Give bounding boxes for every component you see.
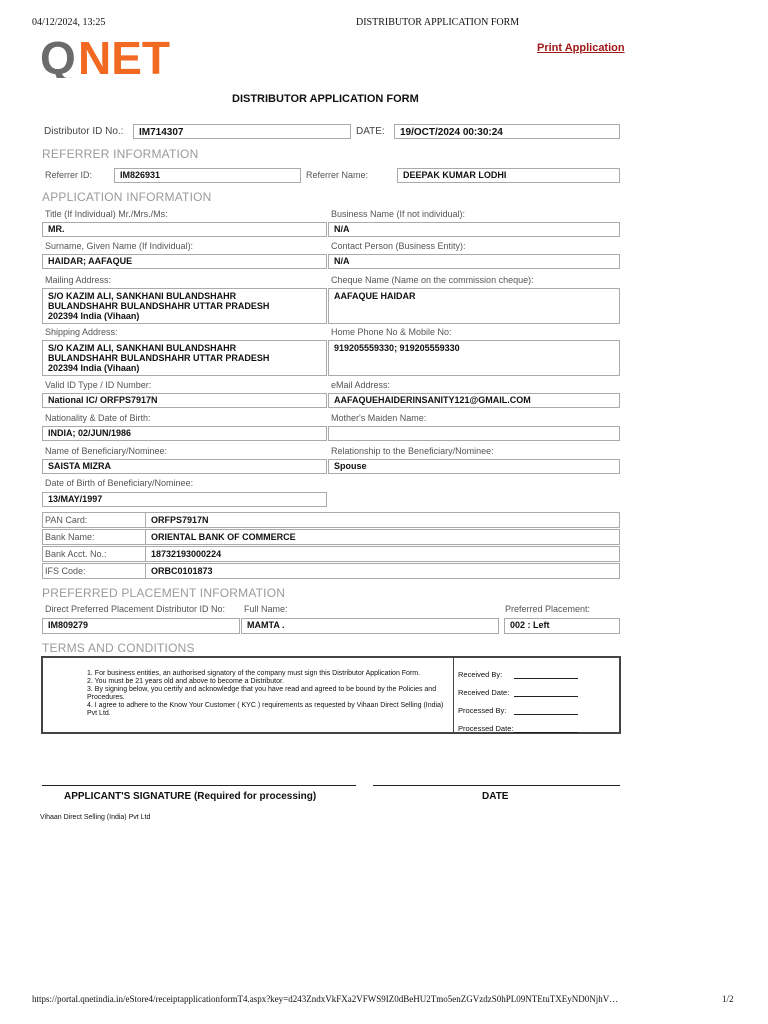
business-name-field: N/A: [328, 222, 620, 237]
print-application-link[interactable]: Print Application: [537, 42, 625, 54]
terms-item: 4. I agree to adhere to the Know Your Customer ( KYC ) requirements as requested by Vihaan Direct Selling (India) Pvt Ltd.: [87, 702, 444, 717]
ifs-label: IFS Code:: [45, 566, 86, 576]
form-title: DISTRIBUTOR APPLICATION FORM: [232, 93, 419, 105]
email-label: eMail Address:: [331, 380, 391, 390]
pan-row: [42, 512, 620, 528]
valid-id-field: National IC/ ORFPS7917N: [42, 393, 327, 408]
distributor-id-label: Distributor ID No.:: [44, 126, 124, 137]
svg-text:Q: Q: [40, 36, 76, 78]
title-field: MR.: [42, 222, 327, 237]
beneficiary-dob-label: Date of Birth of Beneficiary/Nominee:: [45, 478, 194, 488]
relationship-field: Spouse: [328, 459, 620, 474]
print-page-title: DISTRIBUTOR APPLICATION FORM: [356, 17, 520, 28]
date-line: [373, 785, 620, 786]
date-field: 19/OCT/2024 00:30:24: [394, 124, 620, 139]
company-name: Vihaan Direct Selling (India) Pvt Ltd: [40, 814, 151, 821]
preferred-placement-label: Preferred Placement:: [505, 604, 591, 614]
print-page-number: 1/2: [722, 994, 734, 1004]
signature-line: [42, 785, 356, 786]
referrer-id-field: IM826931: [114, 168, 301, 183]
full-name-field: MAMTA .: [241, 618, 499, 634]
shipping-address-field: [42, 340, 327, 376]
bank-name-row: [42, 529, 620, 545]
pan-value: ORFPS7917N: [151, 515, 209, 525]
bank-name-value: ORIENTAL BANK OF COMMERCE: [151, 532, 296, 542]
bank-name-label: Bank Name:: [45, 532, 95, 542]
ifs-value: ORBC0101873: [151, 566, 213, 576]
surname-field: HAIDAR; AAFAQUE: [42, 254, 327, 269]
qnet-logo-graphic: [40, 36, 220, 78]
beneficiary-field: SAISTA MIZRA: [42, 459, 327, 474]
shipping-address-line: BULANDSHAHR BULANDSHAHR UTTAR PRADESH: [48, 353, 270, 363]
beneficiary-dob-field: 13/MAY/1997: [42, 492, 327, 507]
direct-placement-field: IM809279: [42, 618, 240, 634]
print-datetime: 04/12/2024, 13:25: [32, 17, 106, 28]
processed-date-label: Processed Date:: [458, 724, 514, 733]
beneficiary-label: Name of Beneficiary/Nominee:: [45, 446, 168, 456]
placement-section-title: PREFERRED PLACEMENT INFORMATION: [42, 586, 286, 600]
maiden-name-field: [328, 426, 620, 441]
surname-label: Surname, Given Name (If Individual):: [45, 241, 194, 251]
shipping-address-line: 202394 India (Vihaan): [48, 363, 140, 373]
shipping-address-line: S/O KAZIM ALI, SANKHANI BULANDSHAHR: [48, 343, 237, 353]
nationality-field: INDIA; 02/JUN/1986: [42, 426, 327, 441]
terms-item: 2. You must be 21 years old and above to become a Distributor.: [87, 678, 284, 685]
received-date-label: Received Date:: [458, 688, 510, 697]
phone-field: 919205559330; 919205559330: [328, 340, 620, 376]
bank-acct-row: [42, 546, 620, 562]
shipping-address-label: Shipping Address:: [45, 327, 118, 337]
terms-item: 1. For business entities, an authorised signatory of the company must sign this Distributor Application Form.: [87, 670, 421, 677]
svg-text:NET: NET: [78, 36, 170, 78]
bank-acct-label: Bank Acct. No.:: [45, 549, 107, 559]
email-field: AAFAQUEHAIDERINSANITY121@GMAIL.COM: [328, 393, 620, 408]
print-footer-url: https://portal.qnetindia.in/eStore4/receiptapplicationformT4.aspx?key=d243ZndxVkFXa2VFWS9IZ0dBeHU2Tmo5enZGVzdzS0hPL09NTEtuTXEyND0NjhV…: [32, 994, 619, 1004]
referrer-id-label: Referrer ID:: [45, 170, 93, 180]
terms-list-area: [43, 658, 454, 732]
cheque-name-field: AAFAQUE HAIDAR: [328, 288, 620, 324]
business-name-label: Business Name (If not individual):: [331, 209, 466, 219]
date-label: DATE:: [356, 126, 385, 137]
contact-person-field: N/A: [328, 254, 620, 269]
terms-item: 3. By signing below, you certify and acknowledge that you have read and agreed to be bound by the Policies and Procedures.: [87, 686, 437, 701]
signature-date-label: DATE: [482, 791, 509, 802]
processed-by-label: Processed By:: [458, 706, 507, 715]
nationality-label: Nationality & Date of Birth:: [45, 413, 151, 423]
application-section-title: APPLICATION INFORMATION: [42, 190, 212, 204]
office-use-area: [454, 658, 619, 732]
valid-id-label: Valid ID Type / ID Number:: [45, 380, 152, 390]
terms-section-title: TERMS AND CONDITIONS: [42, 641, 195, 655]
received-by-label: Received By:: [458, 670, 503, 679]
mailing-address-field: [42, 288, 327, 324]
phone-label: Home Phone No & Mobile No:: [331, 327, 452, 337]
cheque-name-label: Cheque Name (Name on the commission cheque):: [331, 275, 534, 285]
preferred-placement-field: 002 : Left: [504, 618, 620, 634]
mailing-address-label: Mailing Address:: [45, 275, 112, 285]
bank-acct-value: 18732193000224: [151, 549, 222, 559]
referrer-section-title: REFERRER INFORMATION: [42, 147, 199, 161]
referrer-name-label: Referrer Name:: [306, 170, 369, 180]
applicant-signature-label: APPLICANT'S SIGNATURE (Required for processing): [64, 791, 317, 802]
mailing-address-line: BULANDSHAHR BULANDSHAHR UTTAR PRADESH: [48, 301, 270, 311]
qnet-logo: [40, 36, 220, 83]
mailing-address-line: S/O KAZIM ALI, SANKHANI BULANDSHAHR: [48, 291, 237, 301]
referrer-name-field: DEEPAK KUMAR LODHI: [397, 168, 620, 183]
distributor-id-field: IM714307: [133, 124, 351, 139]
ifs-row: [42, 563, 620, 579]
title-label: Title (If Individual) Mr./Mrs./Ms:: [45, 209, 168, 219]
maiden-name-label: Mother's Maiden Name:: [331, 413, 427, 423]
contact-person-label: Contact Person (Business Entity):: [331, 241, 466, 251]
full-name-label: Full Name:: [244, 604, 288, 614]
pan-label: PAN Card:: [45, 515, 88, 525]
direct-placement-label: Direct Preferred Placement Distributor ID No:: [45, 604, 226, 614]
mailing-address-line: 202394 India (Vihaan): [48, 311, 140, 321]
terms-box: [41, 656, 621, 734]
relationship-label: Relationship to the Beneficiary/Nominee:: [331, 446, 494, 456]
